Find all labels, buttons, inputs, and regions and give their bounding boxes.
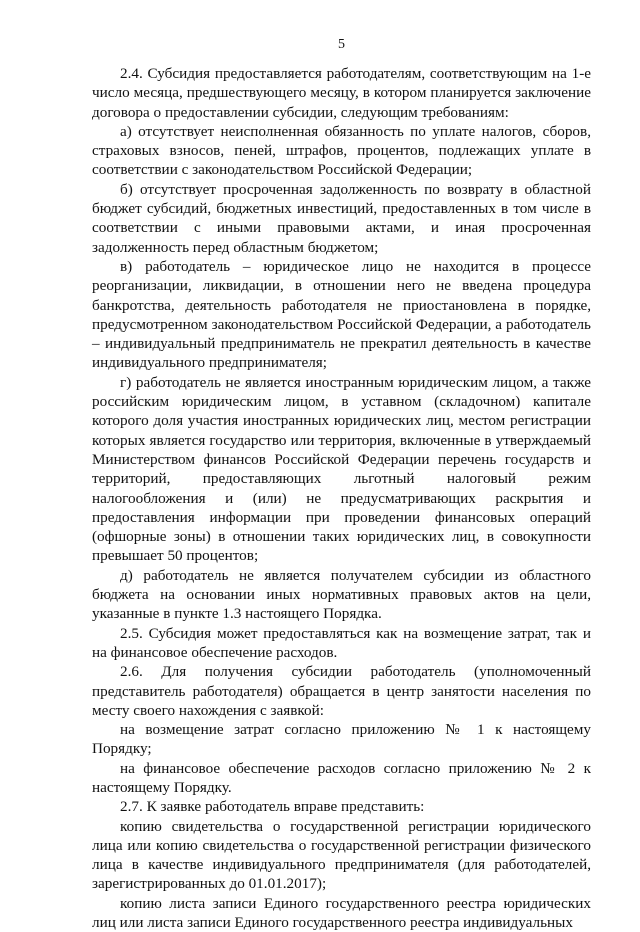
paragraph-item-a: а) отсутствует неисполненная обязанность по уплате налогов, сборов, страховых взносов, пеней, штрафов, процентов, подлежащих уплате в соответствии с законодательством Российской Федерации; (92, 122, 591, 179)
paragraph-item-v: в) работодатель – юридическое лицо не находится в процессе реорганизации, ликвидации, в отношении него не введена процедура банкротства, деятельность работодателя не приостановлена в порядке, предусмотренном законодательством Российской Федерации, а работодатель – индивидуальный предприниматель не прекратил деятельность в качестве индивидуального предпринимателя; (92, 257, 591, 372)
paragraph-2-4: 2.4. Субсидия предоставляется работодателям, соответствующим на 1-е число месяца, предшествующего месяцу, в котором планируется заключение договора о предоставлении субсидии, следующим требованиям: (92, 65, 591, 121)
paragraph-item-b: б) отсутствует просроченная задолженность по возврату в областной бюджет субсидий, бюджетных инвестиций, предоставленных в том числе в соответствии с иными правовыми актами, и иная просроченная задолженность перед областным бюджетом; (92, 180, 591, 256)
paragraph-2-7-certificate-copy: копию свидетельства о государственной регистрации юридического лица или копию свидетельства о государственной регистрации физического лица в качестве индивидуального предпринимателя (для работодателей, зарегистрированных до 01.01.2017); (92, 817, 591, 893)
paragraph-2-5: 2.5. Субсидия может предоставляться как на возмещение затрат, так и на финансовое обеспечение расходов. (92, 624, 591, 661)
paragraph-2-6-reimbursement: на возмещение затрат согласно приложению № 1 к настоящему Порядку; (92, 721, 591, 758)
paragraph-2-7-registry-copy: копию листа записи Единого государственного реестра юридических лиц или листа записи Единого государственного реестра индивидуальных (92, 894, 591, 932)
paragraph-item-d: д) работодатель не является получателем субсидии из областного бюджета на основании иных нормативных правовых актов на цели, указанные в пункте 1.3 настоящего Порядка. (92, 566, 591, 623)
paragraph-2-7: 2.7. К заявке работодатель вправе представить: (120, 798, 425, 816)
paragraph-2-6-financing: на финансовое обеспечение расходов согласно приложению № 2 к настоящему Порядку. (92, 759, 591, 796)
paragraph-2-6: 2.6. Для получения субсидии работодатель (уполномоченный представитель работодателя) обращается в центр занятости населения по месту своего нахождения с заявкой: (92, 663, 591, 719)
paragraph-item-g: г) работодатель не является иностранным юридическим лицом, а также российским юридическим лицом, в уставном (складочном) капитале которого доля участия иностранных юридических лиц, местом регистрации которых является государство или территория, включенные в утверждаемый Министерством финансов Российской Федерации перечень государств и территорий, предоставляющих льготный налоговый режим налогообложения и (или) не предусматривающих раскрытия и предоставления информации при проведении финансовых операций (офшорные зоны) в отношении таких юридических лиц, в совокупности превышает 50 процентов; (92, 373, 591, 565)
page-number: 5 (338, 37, 345, 52)
